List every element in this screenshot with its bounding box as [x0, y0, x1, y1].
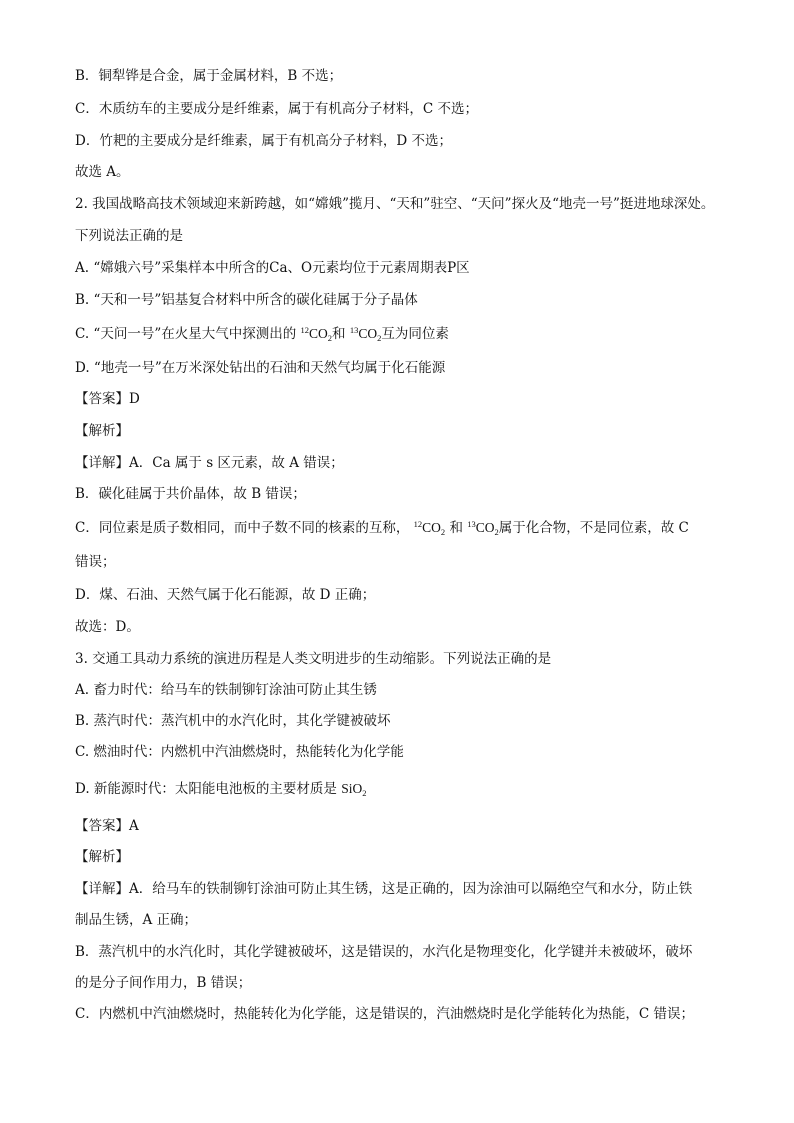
- text-span: C．同位素是质子数相同，而中子数不同的核素的互称，: [75, 520, 410, 536]
- text-line: [75, 518, 724, 538]
- text-line: B．蒸汽机中的水汽化时，其化学键被破坏，这是错误的，水汽化是物理变化，化学键并未被破坏，破坏: [75, 944, 693, 960]
- option-c: C. 燃油时代：内燃机中汽油燃烧时，热能转化为化学能: [75, 744, 404, 760]
- text-line: C．内燃机中汽油燃烧时，热能转化为化学能，这是错误的，汽油燃烧时是化学能转化为热能，C 错误；: [75, 1006, 694, 1022]
- analysis-label: 【解析】: [75, 423, 129, 439]
- formula-sio2: SiO$_2$: [341, 781, 367, 798]
- text-line: 制品生锈，A 正确；: [75, 912, 198, 928]
- text-span: 互为同位素: [381, 326, 449, 342]
- text-line: 【详解】A．Ca 属于 s 区元素，故 A 错误；: [75, 455, 344, 471]
- text-line: D．竹耙的主要成分是纤维素，属于有机高分子材料，D 不选；: [75, 133, 452, 149]
- text-line: B．铜犁铧是合金，属于金属材料，B 不选；: [75, 68, 343, 84]
- answer-label: 【答案】D: [75, 391, 140, 407]
- option-d: [75, 779, 724, 799]
- question-2-stem: 2. 我国战略高技术领域迎来新跨越，如“嫦娥”揽月、“天和”驻空、“天问”探火及“地壳一号”挺进地球深处。: [75, 196, 715, 212]
- formula-13co2: $^{13}CO_2$: [467, 519, 499, 537]
- option-a: A. 畜力时代：给马车的铁制铆钉涂油可防止其生锈: [75, 682, 377, 698]
- text-line: 【详解】A．给马车的铁制铆钉涂油可防止其生锈，这是正确的，因为涂油可以隔绝空气和水分，防止铁: [75, 881, 693, 897]
- text-span: 和: [449, 520, 463, 536]
- answer-label: 【答案】A: [75, 818, 139, 834]
- formula-12co2: $^{12}CO_2$: [413, 519, 446, 537]
- text-line: 故选 A。: [75, 164, 130, 180]
- text-line: 故选：D。: [75, 619, 140, 635]
- option-b: B. “天和一号”铝基复合材料中所含的碳化硅属于分子晶体: [75, 292, 418, 308]
- text-line: 的是分子间作用力，B 错误；: [75, 975, 252, 991]
- text-line: D．煤、石油、天然气属于化石能源，故 D 正确；: [75, 587, 376, 603]
- text-span: C. “天问一号”在火星大气中探测出的: [75, 326, 297, 342]
- option-c: [75, 324, 724, 344]
- text-span: 属于化合物，不是同位素，故 C: [498, 520, 689, 536]
- text-line: C．木质纺车的主要成分是纤维素，属于有机高分子材料，C 不选；: [75, 101, 478, 117]
- text-line: B．碳化硅属于共价晶体，故 B 错误；: [75, 486, 306, 502]
- analysis-label: 【解析】: [75, 849, 129, 865]
- option-d: D. “地壳一号”在万米深处钻出的石油和天然气均属于化石能源: [75, 360, 446, 376]
- text-span: 和: [332, 326, 346, 342]
- text-span: D. 新能源时代：太阳能电池板的主要材质是: [75, 781, 337, 797]
- formula-13co2: $^{13}CO_2$: [349, 325, 382, 343]
- formula-12co2: $^{12}CO_2$: [300, 325, 333, 343]
- text-line: 错误；: [75, 554, 116, 570]
- option-a: A. “嫦娥六号”采集样本中所含的Ca、O元素均位于元素周期表P区: [75, 260, 470, 276]
- text-line: 下列说法正确的是: [75, 228, 183, 244]
- question-3-stem: 3. 交通工具动力系统的演进历程是人类文明进步的生动缩影。下列说法正确的是: [75, 651, 552, 667]
- option-b: B. 蒸汽时代：蒸汽机中的水汽化时，其化学键被破坏: [75, 713, 391, 729]
